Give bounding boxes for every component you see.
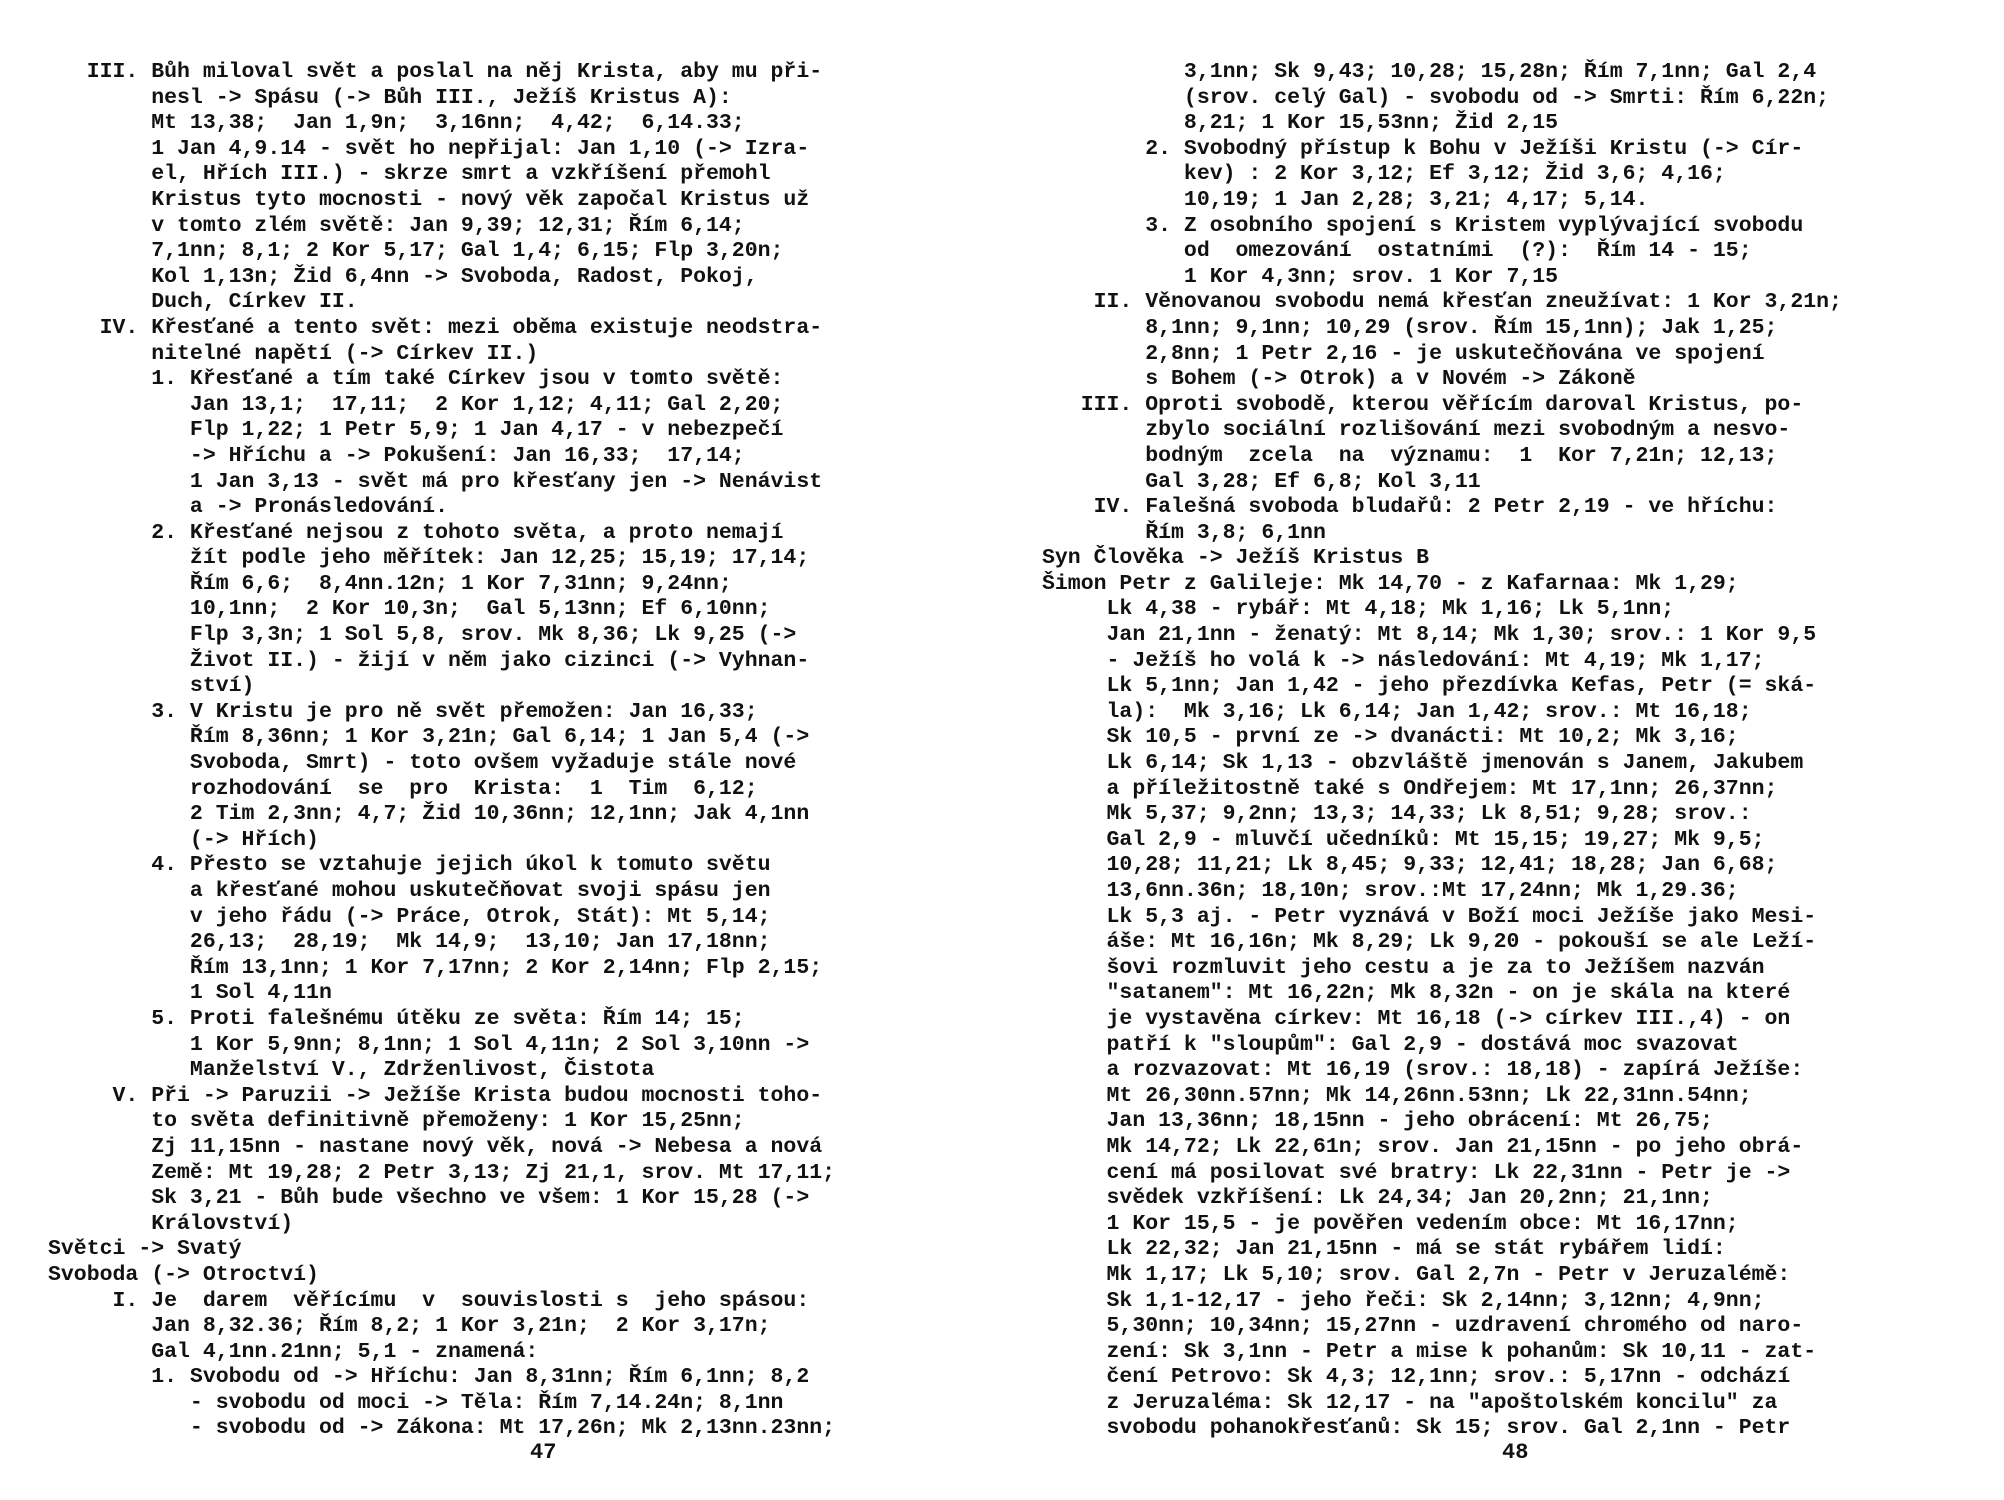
text-line: 1. Svobodu od -> Hříchu: Jan 8,31nn; Řím 6,1nn; 8,2 [48, 1365, 810, 1390]
text-line: Svoboda (-> Otroctví) [48, 1262, 319, 1287]
text-line: 1 Kor 15,5 - je pověřen vedením obce: Mt 16,17nn; [1042, 1211, 1739, 1236]
text-line: I. Je darem věřícímu v souvislosti s jeho spásou: [48, 1288, 810, 1313]
text-line: 1 Jan 4,9.14 - svět ho nepřijal: Jan 1,10 (-> Izra- [48, 136, 810, 161]
text-line: Řím 3,8; 6,1nn [1042, 520, 1326, 545]
text-line: 3. V Kristu je pro ně svět přemožen: Jan 16,33; [48, 699, 758, 724]
text-line: 3. Z osobního spojení s Kristem vyplývající svobodu [1042, 213, 1804, 238]
text-line: nesl -> Spásu (-> Bůh III., Ježíš Kristus A): [48, 85, 732, 110]
text-line: Lk 5,1nn; Jan 1,42 - jeho přezdívka Kefas, Petr (= ská- [1042, 674, 1817, 699]
text-line: (-> Hřích) [48, 827, 319, 852]
text-line: - Ježíš ho volá k -> následování: Mt 4,19; Mk 1,17; [1042, 648, 1765, 673]
text-line: 5,30nn; 10,34nn; 15,27nn - uzdravení chromého od naro- [1042, 1314, 1804, 1339]
text-line: Lk 22,32; Jan 21,15nn - má se stát rybářem lidí: [1042, 1237, 1726, 1262]
text-line: Jan 21,1nn - ženatý: Mt 8,14; Mk 1,30; srov.: 1 Kor 9,5 [1042, 623, 1817, 648]
text-line: bodným zcela na významu: 1 Kor 7,21n; 12,13; [1042, 443, 1778, 468]
text-line: Flp 3,3n; 1 Sol 5,8, srov. Mk 8,36; Lk 9,25 (-> [48, 623, 797, 648]
text-line: s Bohem (-> Otrok) a v Novém -> Zákoně [1042, 367, 1636, 392]
text-line: 10,1nn; 2 Kor 10,3n; Gal 5,13nn; Ef 6,10nn; [48, 597, 771, 622]
text-line: a -> Pronásledování. [48, 495, 448, 520]
text-line: Mt 13,38; Jan 1,9n; 3,16nn; 4,42; 6,14.33; [48, 111, 745, 136]
text-line: IV. Falešná svoboda bludařů: 2 Petr 2,19 - ve hříchu: [1042, 495, 1778, 520]
text-line: 1 Kor 4,3nn; srov. 1 Kor 7,15 [1042, 264, 1559, 289]
text-line: la): Mk 3,16; Lk 6,14; Jan 1,42; srov.: Mt 16,18; [1042, 699, 1752, 724]
text-line: II. Věnovanou svobodu nemá křesťan zneužívat: 1 Kor 3,21n; [1042, 290, 1842, 315]
text-line: Šimon Petr z Galileje: Mk 14,70 - z Kafarnaa: Mk 1,29; [1042, 571, 1739, 596]
text-line: Zj 11,15nn - nastane nový věk, nová -> Nebesa a nová [48, 1134, 823, 1159]
text-line: to světa definitivně přemoženy: 1 Kor 15,25nn; [48, 1109, 745, 1134]
text-line: Mk 5,37; 9,2nn; 13,3; 14,33; Lk 8,51; 9,28; srov.: [1042, 802, 1752, 827]
text-line: Světci -> Svatý [48, 1237, 242, 1262]
text-line: šovi rozmluvit jeho cestu a je za to Ježíšem nazván [1042, 955, 1765, 980]
text-line: Řím 8,36nn; 1 Kor 3,21n; Gal 6,14; 1 Jan 5,4 (-> [48, 725, 810, 750]
text-line: Jan 13,1; 17,11; 2 Kor 1,12; 4,11; Gal 2,20; [48, 392, 784, 417]
text-line: Lk 6,14; Sk 1,13 - obzvláště jmenován s Janem, Jakubem [1042, 751, 1804, 776]
text-line: 8,21; 1 Kor 15,53nn; Žid 2,15 [1042, 111, 1559, 136]
text-line: 10,28; 11,21; Lk 8,45; 9,33; 12,41; 18,28; Jan 6,68; [1042, 853, 1778, 878]
page-number: 47 [530, 1440, 557, 1465]
text-line: Sk 1,1-12,17 - jeho řeči: Sk 2,14nn; 3,12nn; 4,9nn; [1042, 1288, 1765, 1313]
text-line: Duch, Církev II. [48, 290, 358, 315]
text-line: od omezování ostatními (?): Řím 14 - 15; [1042, 239, 1752, 264]
text-line: svobodu pohanokřesťanů: Sk 15; srov. Gal 2,1nn - Petr [1042, 1416, 1791, 1441]
text-line: Lk 5,3 aj. - Petr vyznává v Boží moci Ježíše jako Mesi- [1042, 904, 1817, 929]
text-line: Jan 13,36nn; 18,15nn - jeho obrácení: Mt 26,75; [1042, 1109, 1713, 1134]
text-line: Jan 8,32.36; Řím 8,2; 1 Kor 3,21n; 2 Kor 3,17n; [48, 1314, 771, 1339]
text-line: 8,1nn; 9,1nn; 10,29 (srov. Řím 15,1nn); Jak 1,25; [1042, 315, 1778, 340]
text-line: Gal 4,1nn.21nn; 5,1 - znamená: [48, 1339, 539, 1364]
text-line: Mt 26,30nn.57nn; Mk 14,26nn.53nn; Lk 22,31nn.54nn; [1042, 1083, 1752, 1108]
text-line: 1 Jan 3,13 - svět má pro křesťany jen -> Nenávist [48, 469, 823, 494]
text-column [1042, 60, 1992, 1442]
text-line: 10,19; 1 Jan 2,28; 3,21; 4,17; 5,14. [1042, 187, 1649, 212]
text-line: áše: Mt 16,16n; Mk 8,29; Lk 9,20 - pokouší se ale Leží- [1042, 930, 1817, 955]
text-line: Lk 4,38 - rybář: Mt 4,18; Mk 1,16; Lk 5,1nn; [1042, 597, 1675, 622]
text-line: - svobodu od moci -> Těla: Řím 7,14.24n; 8,1nn [48, 1390, 784, 1415]
text-line: a příležitostně také s Ondřejem: Mt 17,1nn; 26,37nn; [1042, 776, 1778, 801]
text-line: Gal 3,28; Ef 6,8; Kol 3,11 [1042, 469, 1481, 494]
text-line: Sk 3,21 - Bůh bude všechno ve všem: 1 Kor 15,28 (-> [48, 1186, 810, 1211]
text-line: Kristus tyto mocnosti - nový věk započal Kristus už [48, 187, 810, 212]
text-line: (srov. celý Gal) - svobodu od -> Smrti: Řím 6,22n; [1042, 85, 1830, 110]
text-line: kev) : 2 Kor 3,12; Ef 3,12; Žid 3,6; 4,16; [1042, 162, 1726, 187]
text-line: žít podle jeho měřítek: Jan 12,25; 15,19; 17,14; [48, 546, 810, 571]
text-line: 3,1nn; Sk 9,43; 10,28; 15,28n; Řím 7,1nn; Gal 2,4 [1042, 60, 1817, 84]
text-line: 4. Přesto se vztahuje jejich úkol k tomuto světu [48, 853, 771, 878]
text-line: 1 Kor 5,9nn; 8,1nn; 1 Sol 4,11n; 2 Sol 3,10nn -> [48, 1032, 810, 1057]
text-line: cení má posilovat své bratry: Lk 22,31nn - Petr je -> [1042, 1160, 1791, 1185]
text-line: a rozvazovat: Mt 16,19 (srov.: 18,18) - zapírá Ježíše: [1042, 1058, 1804, 1083]
text-line: Řím 13,1nn; 1 Kor 7,17nn; 2 Kor 2,14nn; Flp 2,15; [48, 955, 823, 980]
page-number: 48 [1502, 1440, 1529, 1465]
text-line: III. Oproti svobodě, kterou věřícím daroval Kristus, po- [1042, 392, 1804, 417]
text-line: V. Při -> Paruzii -> Ježíše Krista budou mocnosti toho- [48, 1083, 823, 1108]
text-line: 7,1nn; 8,1; 2 Kor 5,17; Gal 1,4; 6,15; Flp 3,20n; [48, 239, 784, 264]
text-line: IV. Křesťané a tento svět: mezi oběma existuje neodstra- [48, 315, 823, 340]
text-line: v jeho řádu (-> Práce, Otrok, Stát): Mt 5,14; [48, 904, 771, 929]
text-line: v tomto zlém světě: Jan 9,39; 12,31; Řím 6,14; [48, 213, 745, 238]
text-line: 2. Křesťané nejsou z tohoto světa, a proto nemají [48, 520, 784, 545]
text-line: 13,6nn.36n; 18,10n; srov.:Mt 17,24nn; Mk 1,29.36; [1042, 879, 1739, 903]
text-line: Mk 1,17; Lk 5,10; srov. Gal 2,7n - Petr v Jeruzalémě: [1042, 1262, 1791, 1287]
text-line: rozhodování se pro Krista: 1 Tim 6,12; [48, 776, 758, 801]
text-line: Řím 6,6; 8,4nn.12n; 1 Kor 7,31nn; 9,24nn; [48, 571, 732, 596]
text-line: zbylo sociální rozlišování mezi svobodným a nesvo- [1042, 418, 1791, 443]
text-line: patří k "sloupům": Gal 2,9 - dostává moc svazovat [1042, 1032, 1739, 1057]
text-line: Sk 10,5 - první ze -> dvanácti: Mt 10,2; Mk 3,16; [1042, 725, 1739, 750]
text-line: -> Hříchu a -> Pokušení: Jan 16,33; 17,14; [48, 443, 745, 468]
text-line: nitelné napětí (-> Církev II.) [48, 341, 539, 366]
text-line: Svoboda, Smrt) - toto ovšem vyžaduje stále nové [48, 751, 797, 776]
text-line: Království) [48, 1211, 294, 1236]
text-line: Kol 1,13n; Žid 6,4nn -> Svoboda, Radost, Pokoj, [48, 264, 758, 289]
text-line: III. Bůh miloval svět a poslal na něj Krista, aby mu při- [48, 60, 823, 84]
text-line: 2,8nn; 1 Petr 2,16 - je uskutečňována ve spojení [1042, 341, 1765, 366]
text-line: ství) [48, 674, 255, 699]
text-column [48, 60, 968, 1442]
text-line: Život II.) - žijí v něm jako cizinci (-> Vyhnan- [48, 648, 810, 673]
text-line: 2 Tim 2,3nn; 4,7; Žid 10,36nn; 12,1nn; Jak 4,1nn [48, 802, 810, 827]
text-line: Země: Mt 19,28; 2 Petr 3,13; Zj 21,1, srov. Mt 17,11; [48, 1160, 836, 1185]
text-line: svědek vzkříšení: Lk 24,34; Jan 20,2nn; 21,1nn; [1042, 1186, 1713, 1211]
text-line: Syn Člověka -> Ježíš Kristus B [1042, 546, 1430, 571]
text-line: Flp 1,22; 1 Petr 5,9; 1 Jan 4,17 - v nebezpečí [48, 418, 784, 443]
text-line: "satanem": Mt 16,22n; Mk 8,32n - on je skála na které [1042, 981, 1791, 1006]
text-line: zení: Sk 3,1nn - Petr a mise k pohanům: Sk 10,11 - zat- [1042, 1339, 1817, 1364]
text-line: - svobodu od -> Zákona: Mt 17,26n; Mk 2,13nn.23nn; [48, 1416, 836, 1441]
text-line: 2. Svobodný přístup k Bohu v Ježíši Kristu (-> Cír- [1042, 136, 1804, 161]
text-line: 26,13; 28,19; Mk 14,9; 13,10; Jan 17,18nn; [48, 930, 771, 955]
text-line: 1. Křesťané a tím také Církev jsou v tomto světě: [48, 367, 784, 392]
text-line: Mk 14,72; Lk 22,61n; srov. Jan 21,15nn - po jeho obrá- [1042, 1134, 1804, 1159]
page-right [1002, 0, 2004, 1500]
text-line: čení Petrovo: Sk 4,3; 12,1nn; srov.: 5,17nn - odchází [1042, 1365, 1791, 1390]
text-line: z Jeruzaléma: Sk 12,17 - na "apoštolském koncilu" za [1042, 1390, 1778, 1415]
text-line: 5. Proti falešnému útěku ze světa: Řím 14; 15; [48, 1006, 745, 1031]
text-line: Manželství V., Zdrženlivost, Čistota [48, 1058, 655, 1083]
text-line: el, Hřích III.) - skrze smrt a vzkříšení přemohl [48, 162, 771, 187]
text-line: je vystavěna církev: Mt 16,18 (-> církev III.,4) - on [1042, 1006, 1791, 1031]
text-line: 1 Sol 4,11n [48, 981, 332, 1006]
text-line: Gal 2,9 - mluvčí učedníků: Mt 15,15; 19,27; Mk 9,5; [1042, 827, 1765, 852]
text-line: a křesťané mohou uskutečňovat svoji spásu jen [48, 879, 771, 903]
